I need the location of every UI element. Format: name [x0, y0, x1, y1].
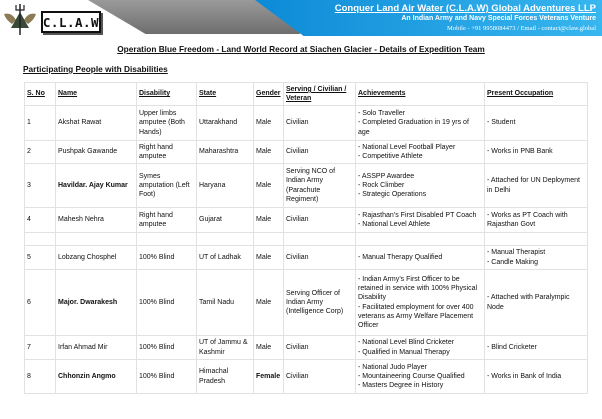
cell-name: Mahesh Nehra — [56, 208, 137, 233]
cell-gender: Male — [254, 246, 284, 270]
achievements-line: - National Level Football Player — [358, 143, 456, 151]
cell-status: Serving NCO of Indian Army (Parachute Regiment) — [284, 164, 356, 208]
cell-status: Civilian — [284, 141, 356, 164]
achievements-line: - National Level Blind Cricketer — [358, 339, 455, 347]
column-header: Gender — [254, 83, 284, 106]
cell-disability: Upper limbs amputee (Both Hands) — [137, 106, 197, 141]
achievements-line: - Masters Degree in History — [358, 382, 444, 390]
cell-sno: 3 — [25, 164, 56, 208]
cell-gender: Male — [254, 336, 284, 360]
participants-table — [24, 82, 588, 394]
occupation-line: - Works in PNB Bank — [487, 148, 553, 156]
cell-name: Major. Dwarakesh — [56, 270, 137, 336]
cell-name: Havildar. Ajay Kumar — [56, 164, 137, 208]
cell-disability: Right hand amputee — [137, 208, 197, 233]
cell-occupation — [485, 336, 588, 360]
achievements-line: - Rajasthan’s First Disabled PT Coach — [358, 211, 477, 219]
company-name: Conquer Land Air Water (C.L.A.W) Global Adventures LLP — [334, 3, 596, 14]
cell-state: UT of Jammu & Kashmir — [197, 336, 254, 360]
cell-sno: 5 — [25, 246, 56, 270]
contact-info: Mobile - +91 9958084473 / Email - contact@claw.global — [447, 25, 596, 32]
table-row — [25, 336, 588, 360]
cell-occupation — [485, 360, 588, 394]
cell-disability: 100% Blind — [137, 246, 197, 270]
occupation-line: - Manual Therapist — [487, 249, 546, 257]
achievements-line: - Solo Traveller — [358, 110, 406, 118]
occupation-line: - Attached for UN Deployment in Delhi — [487, 177, 580, 194]
cell-achievements — [356, 208, 485, 233]
occupation-line: - Attached with Paralympic Node — [487, 294, 570, 311]
cell-status: Civilian — [284, 246, 356, 270]
cell-sno: 4 — [25, 208, 56, 233]
cell-name: Chhonzin Angmo — [56, 360, 137, 394]
cell-name: Irfan Ahmad Mir — [56, 336, 137, 360]
occupation-line: - Works as PT Coach with Rajasthan Govt — [487, 211, 568, 228]
cell-state: Himachal Pradesh — [197, 360, 254, 394]
claw-logo: C.L.A.W — [41, 11, 101, 33]
column-header: Present Occupation — [485, 83, 588, 106]
cell-occupation — [485, 208, 588, 233]
achievements-line: - ASSPP Awardee — [358, 172, 415, 180]
cell-disability: Right hand amputee — [137, 141, 197, 164]
cell-name: Akshat Rawat — [56, 106, 137, 141]
column-header: S. No — [25, 83, 56, 106]
achievements-line: - Manual Therapy Qualified — [358, 253, 443, 261]
cell-state: Tamil Nadu — [197, 270, 254, 336]
cell-gender: Male — [254, 208, 284, 233]
cell-sno: 1 — [25, 106, 56, 141]
cell-sno: 6 — [25, 270, 56, 336]
cell-occupation — [485, 270, 588, 336]
cell-occupation — [485, 164, 588, 208]
cell-disability: Symes amputation (Left Foot) — [137, 164, 197, 208]
cell-status: Civilian — [284, 106, 356, 141]
cell-state: Gujarat — [197, 208, 254, 233]
cell-gender: Male — [254, 106, 284, 141]
section-heading: Participating People with Disabilities — [23, 64, 168, 74]
cell-status: Serving Officer of Indian Army (Intelligence Corp) — [284, 270, 356, 336]
cell-state: Uttarakhand — [197, 106, 254, 141]
cell-occupation — [485, 246, 588, 270]
achievements-line: - Competitive Athlete — [358, 153, 423, 160]
cell-sno: 2 — [25, 141, 56, 164]
document-title: Operation Blue Freedom - Land World Record at Siachen Glacier - Details of Expedition Team — [117, 44, 485, 54]
cell-status: Civilian — [284, 208, 356, 233]
company-tagline: An Indian Army and Navy Special Forces Veterans Venture — [401, 15, 596, 22]
cell-achievements — [356, 164, 485, 208]
achievements-line: - Facilitated employment for over 400 veterans as Army Welfare Placement Officer — [358, 303, 474, 329]
achievements-line: - Strategic Operations — [358, 191, 427, 199]
empty-row — [25, 233, 588, 246]
cell-achievements — [356, 270, 485, 336]
cell-achievements — [356, 336, 485, 360]
cell-occupation — [485, 106, 588, 141]
table-row — [25, 270, 588, 336]
cell-disability: 100% Blind — [137, 360, 197, 394]
claw-emblem-icon — [2, 2, 38, 36]
column-header: State — [197, 83, 254, 106]
achievements-line: - National Judo Player — [358, 363, 427, 371]
cell-gender: Female — [254, 360, 284, 394]
achievements-line: - Qualified in Manual Therapy — [358, 348, 450, 356]
table-row — [25, 106, 588, 141]
table-row — [25, 246, 588, 270]
cell-status: Civilian — [284, 360, 356, 394]
cell-gender: Male — [254, 164, 284, 208]
cell-achievements — [356, 141, 485, 164]
occupation-line: - Student — [487, 119, 516, 127]
cell-sno: 8 — [25, 360, 56, 394]
achievements-line: - National Level Athlete — [358, 221, 430, 228]
cell-name: Pushpak Gawande — [56, 141, 137, 164]
cell-status: Civilian — [284, 336, 356, 360]
occupation-line: - Candle Making — [487, 258, 538, 266]
column-header: Name — [56, 83, 137, 106]
achievements-line: - Rock Climber — [358, 181, 405, 189]
cell-achievements — [356, 360, 485, 394]
cell-achievements — [356, 106, 485, 141]
cell-state: Maharashtra — [197, 141, 254, 164]
column-header: Serving / Civilian / Veteran — [284, 83, 356, 106]
table-row — [25, 208, 588, 233]
column-header: Achievements — [356, 83, 485, 106]
cell-gender: Male — [254, 141, 284, 164]
cell-disability: 100% Blind — [137, 270, 197, 336]
cell-gender: Male — [254, 270, 284, 336]
achievements-line: - Completed Graduation in 19 yrs of age — [358, 119, 469, 136]
achievements-line: - Indian Army’s First Officer to be retained in service with 100% Physical Disability — [358, 276, 478, 302]
cell-disability: 100% Blind — [137, 336, 197, 360]
cell-state: Haryana — [197, 164, 254, 208]
cell-name: Lobzang Chosphel — [56, 246, 137, 270]
cell-state: UT of Ladhak — [197, 246, 254, 270]
occupation-line: - Blind Cricketer — [487, 343, 537, 351]
table-row — [25, 360, 588, 394]
table-row — [25, 164, 588, 208]
occupation-line: - Works in Bank of India — [487, 372, 562, 380]
table-row — [25, 141, 588, 164]
cell-occupation — [485, 141, 588, 164]
cell-achievements — [356, 246, 485, 270]
column-header: Disability — [137, 83, 197, 106]
cell-sno: 7 — [25, 336, 56, 360]
achievements-line: - Mountaineering Course Qualified — [358, 372, 465, 380]
